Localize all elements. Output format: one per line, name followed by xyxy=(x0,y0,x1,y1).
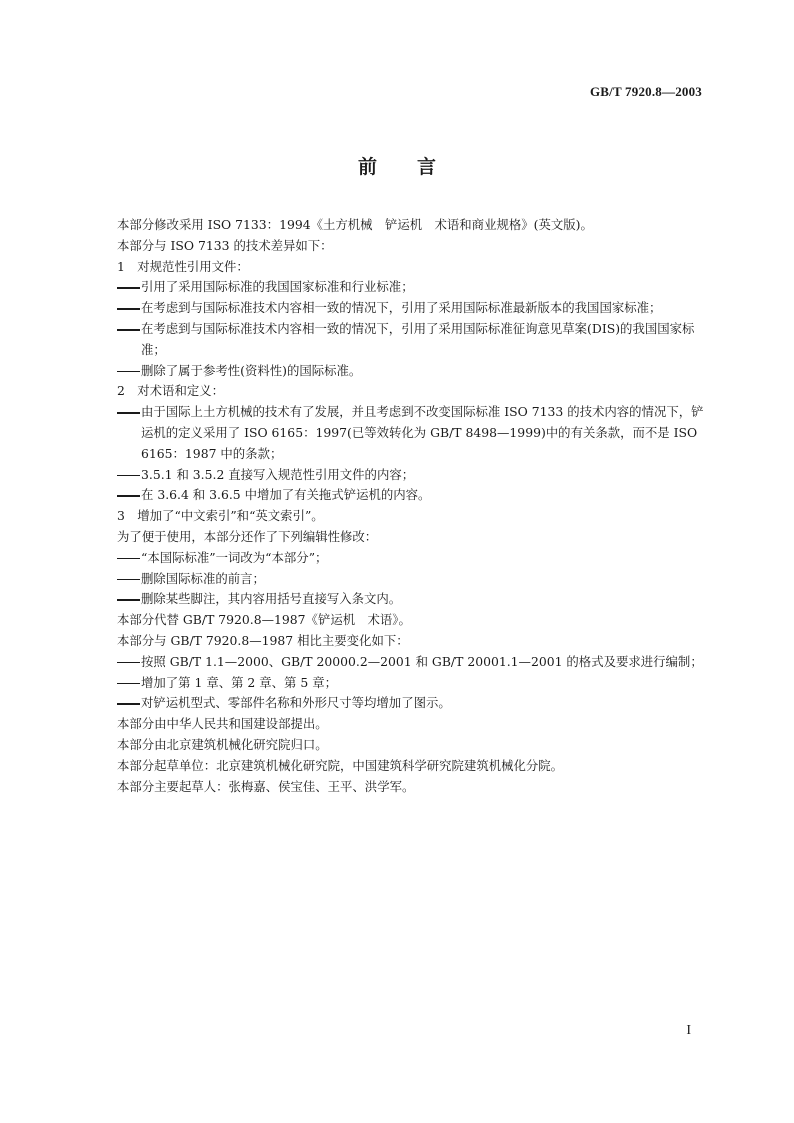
dash-list-item: 按照 GB/T 1.1—2000、GB/T 20000.2—2001 和 GB/T 20001.1—2001 的格式及要求进行编制； xyxy=(117,652,705,673)
dash-list-item: 删除某些脚注，其内容用括号直接写入条文内。 xyxy=(117,589,705,610)
dash-list-item: 3.5.1 和 3.5.2 直接写入规范性引用文件的内容； xyxy=(117,465,705,486)
dash-list-item: “本国际标准”一词改为“本部分”； xyxy=(117,548,705,569)
list-heading: 1 对规范性引用文件： xyxy=(117,258,249,274)
dash-list-item: 引用了采用国际标准的我国国家标准和行业标准； xyxy=(117,277,705,298)
paragraph: 为了便于使用，本部分还作了下列编辑性修改： xyxy=(117,528,378,544)
standard-code: GB/T 7920.8—2003 xyxy=(589,84,702,99)
dash-list-item: 对铲运机型式、零部件名称和外形尺寸等均增加了图示。 xyxy=(117,693,705,714)
list-heading: 3 增加了“中文索引”和“英文索引”。 xyxy=(117,508,324,524)
paragraph: 本部分修改采用 ISO 7133：1994《土方机械 铲运机 术语和商业规格》(英文版)。 xyxy=(117,217,593,232)
paragraph: 本部分与 ISO 7133 的技术差异如下： xyxy=(117,237,333,253)
dash-list-item: 由于国际上土方机械的技术有了发展，并且考虑到不改变国际标准 ISO 7133 的技术内容的情况下，铲运机的定义采用了 ISO 6165：1997(已等效转化为 GB/T 8498—1999)中的有关条款，而不是 ISO 6165：1987 中的条款； xyxy=(117,402,705,464)
dash-list-item: 在考虑到与国际标准技术内容相一致的情况下，引用了采用国际标准征询意见草案(DIS)的我国国家标准； xyxy=(117,319,705,361)
dash-list-item: 在 3.6.4 和 3.6.5 中增加了有关拖式铲运机的内容。 xyxy=(117,485,705,506)
dash-list-item: 在考虑到与国际标准技术内容相一致的情况下，引用了采用国际标准最新版本的我国国家标准； xyxy=(117,298,705,319)
title-char-2: 言 xyxy=(417,156,437,178)
dash-list-item: 删除国际标准的前言； xyxy=(117,569,705,590)
dash-list-item: 删除了属于参考性(资料性)的国际标准。 xyxy=(117,361,705,382)
paragraph: 本部分代替 GB/T 7920.8—1987《铲运机 术语》。 xyxy=(117,612,411,628)
foreword-body xyxy=(117,215,705,797)
paragraph: 本部分由中华人民共和国建设部提出。 xyxy=(117,716,328,732)
paragraph: 本部分起草单位：北京建筑机械化研究院，中国建筑科学研究院建筑机械化分院。 xyxy=(117,757,564,773)
dash-list-item: 增加了第 1 章、第 2 章、第 5 章； xyxy=(117,673,705,694)
page-title xyxy=(0,152,794,179)
title-char-1: 前 xyxy=(357,156,377,178)
paragraph: 本部分与 GB/T 7920.8—1987 相比主要变化如下： xyxy=(117,632,409,648)
paragraph: 本部分主要起草人：张梅嘉、侯宝佳、王平、洪学军。 xyxy=(117,778,415,794)
list-heading: 2 对术语和定义： xyxy=(117,383,225,399)
page-number: I xyxy=(686,1023,691,1038)
paragraph: 本部分由北京建筑机械化研究院归口。 xyxy=(117,736,328,752)
